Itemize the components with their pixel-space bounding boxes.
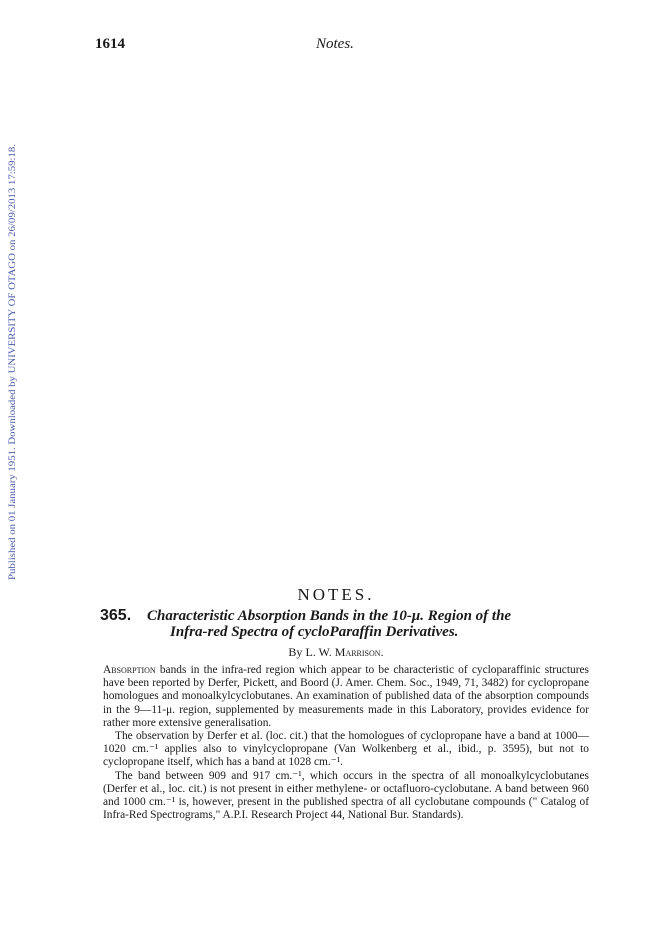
- running-head: Notes.: [316, 36, 354, 52]
- article-title-line-1: Characteristic Absorption Bands in the 10-μ. Region of the: [147, 608, 512, 624]
- download-watermark: [4, 140, 18, 580]
- byline: [0, 645, 672, 660]
- paragraph-1-text: bands in the infra-red region which appear to be characteristic of cycloparaffinic structures have been reported by Derfer, Pickett, and Boord (J. Amer. Chem. Soc., 1949, 71, 3482) for cyclopropane homologues and monoalkylcyclobutanes. An examination of published data of the absorption compounds in the 9—11-μ. region, supplemented by measurements made in this Laboratory, provides evidence for rather more extensive generalisation.: [103, 664, 589, 729]
- paragraph-lead-word: Absorption: [103, 664, 156, 676]
- article-body: [103, 664, 589, 822]
- byline-prefix: By: [288, 645, 303, 659]
- paragraph-2: The observation by Derfer et al. (loc. cit.) that the homologues of cyclopropane have a band at 1000—1020 cm.⁻¹ applies also to vinylcyclopropane (Van Wolkenberg et al., ibid., p. 3595), but not to cyclopropane itself, which has a band at 1028 cm.⁻¹.: [103, 730, 589, 769]
- paragraph-1: [103, 664, 589, 730]
- page-number: 1614: [95, 36, 125, 52]
- section-title: NOTES.: [297, 585, 375, 604]
- author-name: L. W. Marrison.: [305, 645, 384, 659]
- article-title-line-2: Infra-red Spectra of cycloParaffin Derivatives.: [170, 624, 459, 640]
- article-number: 365.: [100, 607, 132, 624]
- paragraph-3: The band between 909 and 917 cm.⁻¹, which occurs in the spectra of all monoalkylcyclobutanes (Derfer et al., loc. cit.) is not present in either methylene- or octafluoro-cyclobutane. A band between 960 and 1000 cm.⁻¹ is, however, present in the published spectra of all cyclobutane compounds (" Catalog of Infra-Red Spectrograms," A.P.I. Research Project 44, National Bur. Standards).: [103, 769, 589, 822]
- download-watermark-text: Published on 01 January 1951. Downloaded by UNIVERSITY OF OTAGO on 26/09/2013 17:59:18.: [7, 192, 18, 580]
